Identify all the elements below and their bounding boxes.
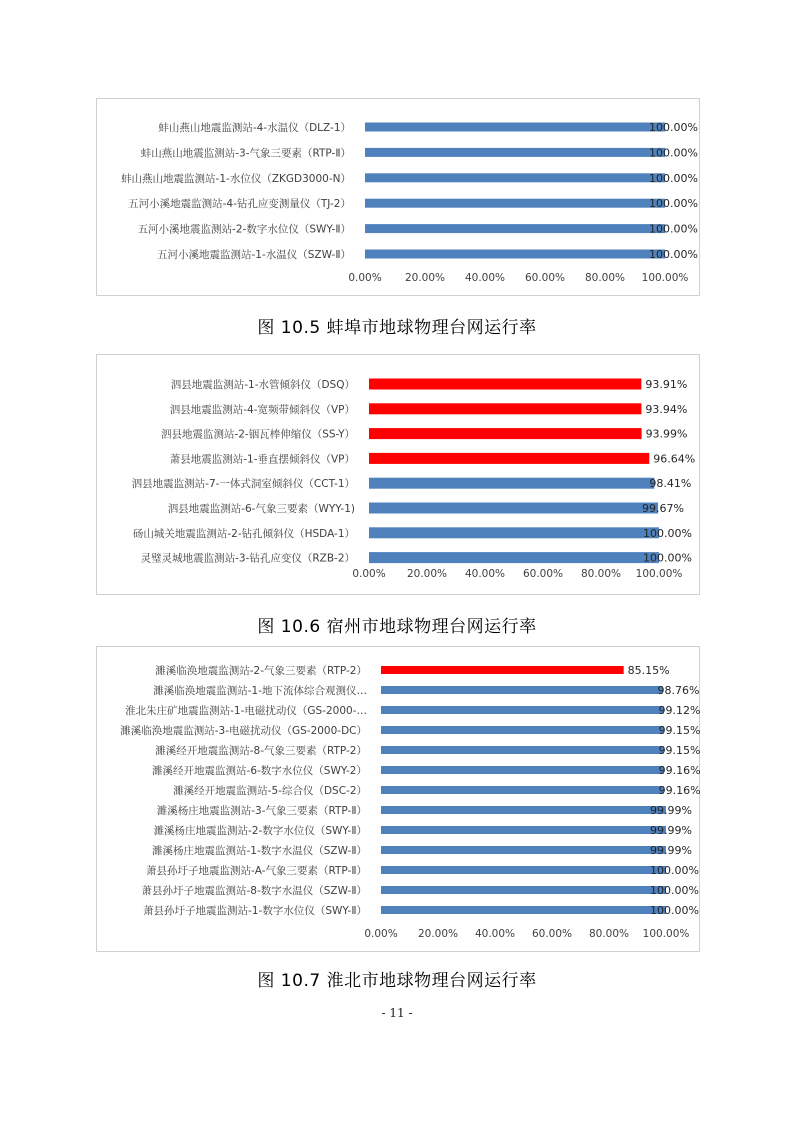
data-label: 99.67% [642, 502, 684, 515]
data-label: 99.15% [658, 724, 701, 737]
tick-label: 100.00% [641, 272, 689, 284]
category-label: 濉溪经开地震监测站-6-数字水位仪（SWY-2） [152, 765, 367, 777]
data-label: 100.00% [650, 864, 699, 877]
category-label: 泗县地震监测站-4-宽频带倾斜仪（VP） [169, 403, 355, 416]
bar [381, 746, 664, 754]
category-label: 濉溪临涣地震监测站-2-气象三要素（RTP-2） [155, 665, 367, 677]
bar [381, 806, 666, 814]
category-label: 濉溪杨庄地震监测站-3-气象三要素（RTP-Ⅱ） [156, 805, 367, 817]
data-label: 99.16% [658, 764, 701, 777]
category-label: 五河小溪地震监测站-2-数字水位仪（SWY-Ⅱ） [137, 223, 351, 236]
category-label: 五河小溪地震监测站-1-水温仪（SZW-Ⅱ） [156, 249, 351, 261]
tick-label: 60.00% [531, 928, 573, 940]
bar [381, 706, 663, 714]
bar [369, 403, 641, 414]
category-label: 濉溪杨庄地震监测站-1-数字水温仪（SZW-Ⅱ） [151, 845, 367, 857]
bar [369, 478, 654, 489]
tick-label: 40.00% [464, 568, 506, 580]
data-label: 93.94% [645, 402, 688, 416]
bar [369, 552, 659, 563]
data-label: 99.99% [649, 804, 692, 817]
data-label: 100.00% [650, 904, 699, 917]
category-label: 萧县孙圩子地震监测站-A-气象三要素（RTP-Ⅱ） [145, 865, 367, 877]
chart-huaibei [96, 646, 700, 952]
bar [381, 766, 664, 774]
bar [369, 379, 641, 390]
tick-label: 0.00% [348, 272, 382, 284]
chart-bengbu [96, 98, 700, 296]
category-label: 蚌山燕山地震监测站-4-水温仪（DLZ-1） [158, 122, 351, 134]
data-label: 85.15% [627, 664, 670, 677]
data-label: 99.16% [658, 784, 701, 797]
data-label: 100.00% [650, 884, 699, 897]
page-number: - 11 - [381, 1006, 413, 1020]
data-label: 99.99% [649, 844, 692, 857]
tick-label: 100.00% [635, 568, 683, 580]
bar [381, 846, 666, 854]
data-label: 99.12% [658, 704, 701, 717]
tick-label: 80.00% [584, 272, 626, 284]
category-label: 泗县地震监测站-1-水管倾斜仪（DSQ） [170, 379, 355, 391]
tick-label: 20.00% [404, 272, 446, 284]
data-label: 100.00% [643, 551, 692, 565]
tick-label: 0.00% [352, 568, 386, 580]
bar [365, 224, 665, 233]
data-label: 100.00% [649, 121, 698, 134]
bar [381, 826, 666, 834]
bar [365, 148, 665, 157]
tick-label: 40.00% [474, 928, 516, 940]
bar [365, 199, 665, 208]
category-label: 泗县地震监测站-7-一体式洞室倾斜仪（CCT-1） [131, 478, 355, 491]
data-label: 100.00% [649, 171, 698, 185]
bar [381, 786, 664, 794]
bar [381, 666, 624, 674]
chart-bengbu-svg [97, 99, 701, 297]
tick-label: 40.00% [464, 272, 506, 284]
category-label: 萧县孙圩子地震监测站-1-数字水位仪（SWY-Ⅱ） [143, 905, 367, 917]
tick-label: 80.00% [588, 928, 630, 940]
data-label: 93.99% [645, 427, 688, 441]
tick-label: 60.00% [522, 568, 564, 580]
category-label: 蚌山燕山地震监测站-3-气象三要素（RTP-Ⅱ） [140, 147, 351, 160]
category-label: 萧县孙圩子地震监测站-8-数字水温仪（SZW-Ⅱ） [141, 885, 367, 897]
data-label: 100.00% [649, 146, 698, 160]
tick-label: 0.00% [364, 928, 398, 940]
data-label: 100.00% [649, 222, 698, 236]
chart-bengbu-caption: 图 10.5 蚌埠市地球物理台网运行率 [257, 318, 537, 338]
bar [369, 453, 649, 464]
category-label: 濉溪经开地震监测站-8-气象三要素（RTP-2） [155, 745, 367, 757]
data-label: 100.00% [643, 526, 692, 540]
data-label: 99.15% [658, 744, 701, 757]
category-label: 淮北朱庄矿地震监测站-1-电磁扰动仪（GS-2000-… [125, 705, 367, 717]
bar [381, 886, 666, 894]
category-label: 濉溪临涣地震监测站-1-地下流体综合观测仪… [153, 685, 367, 697]
tick-label: 60.00% [524, 272, 566, 284]
data-label: 96.64% [653, 452, 696, 466]
tick-label: 20.00% [417, 928, 459, 940]
bar [369, 503, 658, 514]
bar [365, 250, 665, 259]
category-label: 蚌山燕山地震监测站-1-水位仪（ZKGD3000-N） [121, 172, 351, 185]
tick-label: 80.00% [580, 568, 622, 580]
data-label: 98.76% [657, 684, 700, 697]
category-label: 泗县地震监测站-2-铟瓦棒伸缩仪（SS-Y） [160, 428, 355, 441]
bar [381, 726, 664, 734]
tick-label: 100.00% [642, 928, 690, 940]
chart-suzhou [96, 354, 700, 595]
chart-huaibei-caption: 图 10.7 淮北市地球物理台网运行率 [257, 971, 537, 991]
category-label: 濉溪杨庄地震监测站-2-数字水位仪（SWY-Ⅱ） [153, 825, 367, 837]
bar [381, 906, 666, 914]
data-label: 99.99% [649, 824, 692, 837]
data-label: 93.91% [645, 378, 688, 391]
category-label: 濉溪临涣地震监测站-3-电磁扰动仪（GS-2000-DC） [120, 725, 367, 737]
bar [365, 123, 665, 132]
category-label: 濉溪经开地震监测站-5-综合仪（DSC-2） [173, 785, 367, 797]
bar [369, 428, 642, 439]
bar [381, 686, 662, 694]
data-label: 98.41% [649, 477, 692, 491]
category-label: 泗县地震监测站-6-气象三要素（WYY-1) [167, 503, 355, 515]
chart-suzhou-caption: 图 10.6 宿州市地球物理台网运行率 [257, 617, 537, 637]
chart-suzhou-svg [97, 355, 701, 596]
category-label: 灵璧灵城地震监测站-3-钻孔应变仪（RZB-2） [140, 552, 355, 565]
data-label: 100.00% [649, 248, 698, 261]
tick-label: 20.00% [406, 568, 448, 580]
bar [365, 173, 665, 182]
chart-huaibei-svg [97, 647, 701, 953]
category-label: 砀山城关地震监测站-2-钻孔倾斜仪（HSDA-1） [132, 527, 355, 540]
bar [369, 527, 659, 538]
data-label: 100.00% [649, 197, 698, 211]
bar [381, 866, 666, 874]
category-label: 五河小溪地震监测站-4-钻孔应变测量仪（TJ-2） [128, 198, 351, 211]
category-label: 萧县地震监测站-1-垂直摆倾斜仪（VP） [169, 453, 355, 466]
